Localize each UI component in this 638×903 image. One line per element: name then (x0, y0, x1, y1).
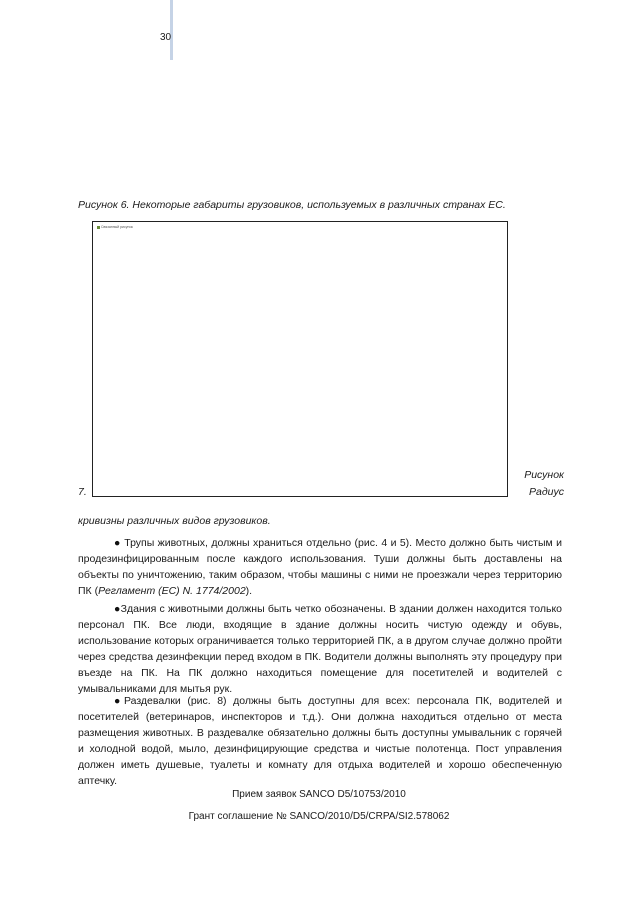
paragraph-text: Раздевалки (рис. 8) должны быть доступны для всех: персонала ПК, водителей и посетителей (ветеринаров, инспекторов и т.д.). Они должна находиться отдельно от места размещения животных. В раздевалке обязательно должны быть доступны умывальник с горячей и холодной водой, мыло, дезинфицирующие средства и чистые полотенца. Пост управления должен иметь душевые, туалеты и комнату для отдыха водителей и хорошо обеспеченную аптечку. (78, 695, 562, 787)
paragraph-changing-rooms (78, 693, 562, 789)
paragraph-text: Трупы животных, должны храниться отдельно (рис. 4 и 5). Место должно быть чистым и продезинфицированным после каждого использования. Туши должны быть доставлены на объекты по уничтожению, таким образом, чтобы машины с ними не проезжали через территорию ПК ( (78, 537, 562, 597)
paragraph-carcasses (78, 535, 562, 599)
bullet-icon: ● (114, 537, 121, 549)
regulation-reference: Регламент (ЕС) N. 1774/2002 (98, 585, 246, 597)
broken-image-icon (97, 226, 100, 229)
broken-image-placeholder (97, 225, 133, 229)
figure-7-caption-continued: кривизны различных видов грузовиков. (78, 515, 271, 527)
paragraph-text: Здания с животными должны быть четко обозначены. В здании должен находится только персонал ПК. Все люди, входящие в здание должны носить чистую одежду и обувь, использование которых ограничивается только территорией ПК, а в другом случае должно пройти через средства дезинфекции перед входом в ПК. Водители должны выполнять эту процедуру при въезде на ПК. На ПК должно находиться помещение для посетителей и водителей с умывальниками для мытья рук. (78, 603, 563, 695)
figure-7-caption-word-1: Рисунок (524, 469, 564, 481)
footer-application: Прием заявок SANCO D5/10753/2010 (232, 789, 406, 800)
figure-7-caption-word-2: Радиус (529, 486, 564, 498)
broken-image-label: Связанный рисунок (101, 225, 133, 229)
bullet-icon: ● (114, 695, 124, 707)
margin-rule (170, 0, 173, 60)
page-number: 30 (160, 32, 172, 43)
footer-grant: Грант соглашение № SANCO/2010/D5/CRPA/SI2.578062 (188, 811, 450, 822)
bullet-icon: ● (114, 603, 121, 615)
figure-7-image-frame (92, 221, 508, 497)
figure-6-caption: Рисунок 6. Некоторые габариты грузовиков, используемых в различных странах ЕС. (78, 199, 506, 211)
paragraph-text-end: ). (245, 585, 253, 597)
paragraph-buildings (78, 601, 562, 697)
figure-7-number: 7. (78, 486, 87, 498)
